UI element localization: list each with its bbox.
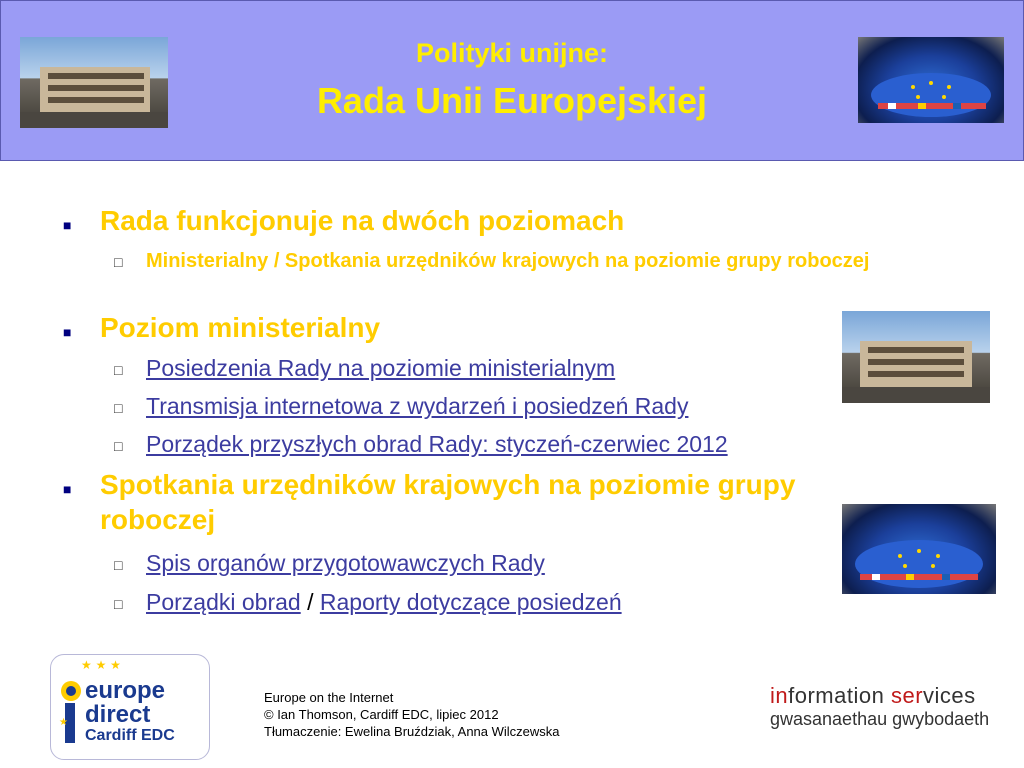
footer-line3: Tłumaczenie: Ewelina Bruździak, Anna Wilczewska	[264, 724, 560, 739]
heading-working-group: Spotkania urzędników krajowych na poziomie grupy	[100, 469, 796, 500]
bullet-square-icon: ■	[63, 481, 72, 497]
svg-text:★: ★	[59, 717, 68, 728]
link-ministerial-meetings[interactable]: Posiedzenia Rady na poziomie ministerialnym	[146, 355, 616, 381]
separator: /	[307, 589, 314, 615]
heading-ministerial-level: Poziom ministerialny	[100, 312, 381, 343]
page-title-line2: Rada Unii Europejskiej	[316, 80, 708, 121]
logo-welsh-text: gwasanaethau gwybodaeth	[770, 709, 990, 729]
logo-europe-text: europe	[85, 677, 166, 704]
two-levels-detail: Ministerialny / Spotkania urzędników krajowych na poziomie grupy roboczej	[146, 250, 870, 272]
link-preparatory-bodies[interactable]: Spis organów przygotowawczych Rady	[146, 550, 545, 576]
bullet-square-icon: ■	[63, 324, 72, 340]
heading-working-group-cont: roboczej	[100, 504, 216, 535]
sub-bullet-icon: □	[114, 557, 123, 573]
council-meeting-photo-2	[842, 504, 996, 594]
sub-bullet-icon: □	[114, 400, 123, 416]
agenda-reports-line	[146, 588, 622, 616]
page-title-line1: Polityki unijne:	[415, 38, 609, 68]
logo-ser-part: ser	[890, 683, 924, 708]
sub-bullet-icon: □	[114, 596, 123, 612]
footer-credits	[264, 689, 560, 740]
logo-vices-part: vices	[923, 683, 976, 708]
sub-bullet-icon: □	[114, 254, 123, 270]
logo-formation-part: formation	[788, 683, 891, 708]
footer-line1: Europe on the Internet	[264, 690, 394, 705]
link-meeting-reports[interactable]: Raporty dotyczące posiedzeń	[319, 589, 622, 615]
link-agendas[interactable]: Porządki obrad	[146, 589, 301, 615]
information-services-logo	[770, 683, 989, 730]
council-meeting-photo	[858, 37, 1004, 123]
logo-in-part: in	[770, 683, 789, 708]
link-future-agenda[interactable]: Porządek przyszłych obrad Rady: styczeń-czerwiec 2012	[146, 431, 728, 457]
heading-two-levels: Rada funkcjonuje na dwóch poziomach	[100, 205, 625, 236]
link-webcast[interactable]: Transmisja internetowa z wydarzeń i posiedzeń Rady	[146, 393, 689, 419]
council-building-photo-2	[842, 311, 990, 403]
logo-direct-text: direct	[85, 701, 151, 728]
footer-line2: © Ian Thomson, Cardiff EDC, lipiec 2012	[264, 707, 499, 722]
svg-text:★ ★ ★: ★ ★ ★	[81, 658, 121, 672]
sub-bullet-icon: □	[114, 438, 123, 454]
logo-cardiff-text: Cardiff EDC	[85, 727, 175, 744]
sub-bullet-icon: □	[114, 362, 123, 378]
europe-direct-logo	[50, 654, 210, 760]
bullet-square-icon: ■	[63, 217, 72, 233]
